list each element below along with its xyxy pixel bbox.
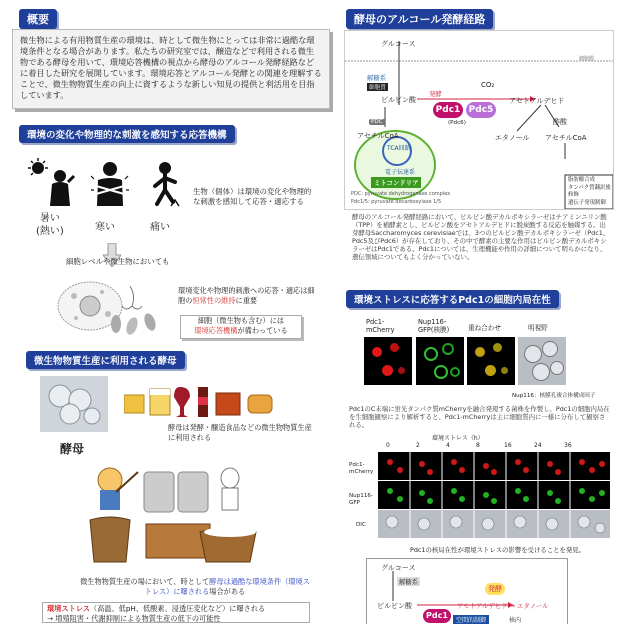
pathway-description: 酵母のアルコール発酵経路において、ピルビン酸デカルボキシラーゼはチアミンニリン酸（TPP）を補酵素とし、ピルビン酸をアセトアルデヒドに脱炭酸する反応を触媒する。出芽酵母Saccharomyces cerevisiaeでは、3つのピルビン酸デカルボキシラーゼ（Pdc1、Pdc5及びPdc6）が存在しており、その中で酵素の主要な作用はピルビン酸デカルボキシラーゼはPdc1である。Pdc1については、生理機能や作用の詳細について明らかになり、遺伝領域についてもよく分かっていない。 [352, 213, 610, 261]
pw-etc: 電子伝達系 [385, 169, 416, 176]
organism-text: 生物（個体）は環境の変化や物理的な刺激を感知して応答・適応する [193, 187, 312, 206]
pain-label: 痛い [150, 222, 170, 233]
harsh-text: 微生物物質生産の場において、時として酵母は過酷な環境条件（環境ストレス）に曝される場合がある [80, 577, 310, 596]
food-icons [124, 385, 300, 419]
bt-fermentation: 発酵 [485, 583, 505, 595]
bt-spatial: 空間的制御 [453, 615, 489, 624]
stress-section-title: 環境の変化や物理的な刺激を感知する応答機構 [19, 125, 235, 143]
pw-acetate: 酢酸 [553, 118, 567, 126]
cold-label: 寒い [95, 222, 115, 233]
pw-note2: Pdc1/5: pyruvate decarboxylase 1/5 [351, 199, 442, 205]
row-label-mcherry: Pdc1- mCherry [349, 462, 374, 475]
pain-person-icon [145, 160, 185, 210]
bt-pdc1-badge: Pdc1 [423, 609, 451, 623]
yeast-micrograph [40, 376, 108, 432]
bottom-pathway [366, 558, 568, 624]
col-label-mcherry: Pdc1- mCherry [366, 318, 395, 334]
pw-acetylcoa-right: アセチルCoA [545, 134, 587, 142]
time-labels: 0 2 4 8 16 24 36 [386, 442, 572, 449]
brewing-illustration [80, 460, 260, 570]
pw-note1: PDC: pyruvate dehydrogenase complex [351, 191, 451, 197]
mcherry-image [364, 337, 412, 385]
hot-person-icon [28, 158, 78, 208]
response-text: 環境変化や物理的刺激への応答・適応は細胞の恒常性の維持に重要 [178, 286, 315, 305]
pw-co2: CO₂ [481, 81, 495, 89]
pw-cytosol: 細胞質 [369, 85, 386, 91]
pw-mito: ミトコンドリア [371, 177, 421, 188]
pw-fermentation: 発酵 [429, 90, 442, 98]
bt-nucleus: 核内 [509, 617, 522, 624]
pw-membrane: 細胞膜 [579, 56, 595, 62]
pw-pdc1-badge: Pdc1 [433, 102, 463, 118]
pw-pyruvate: ピルビン酸 [381, 96, 416, 104]
yeast-label: 酵母 [60, 442, 85, 456]
pw-ethanol: エタノール [495, 134, 530, 142]
pw-acetaldehyde: アセトアルデヒド [509, 97, 565, 105]
pw-pdc5-badge: Pdc5 [466, 102, 496, 118]
pathway-diagram [344, 30, 614, 210]
row-label-gfp: Nup116- GFP [349, 493, 373, 506]
microbe-icon [106, 310, 166, 338]
overview-box [12, 29, 330, 109]
pw-glucose: グルコース [381, 40, 416, 48]
pw-pdh: PDC [371, 119, 383, 125]
stress-axis-label: 環境ストレス（h） [432, 435, 484, 442]
nup-caption: Nup116：核膜孔複合体構成因子 [512, 393, 596, 399]
brightfield-image [518, 337, 566, 385]
pdc1-section-title: 環境ストレスに応答するPdc1の細胞内局在性 [346, 290, 559, 308]
overview-text: 微生物による有用物質生産の環境は、時として微生物にとっては非常に過酷な環境条件となる場合があります。私たちの研究室では、醸造などで利用される微生物である酵母を用いて、環境応答機構の視点から酵母のアルコール発酵経路などに着目した研究を展開しています。環境応答とアルコール発酵との関連を理解することで、微生物物質生産の向上に資するような新しい知見の提供と利活用を目指しています。 [20, 35, 322, 100]
use-text: 酵母は発酵・醸造食品などの微生物物質生産に利用される [168, 423, 312, 442]
col-label-gfp: Nup116- GFP(核膜) [418, 318, 450, 334]
cold-person-icon [90, 160, 130, 208]
pw-acetylcoa: アセチルCoA [357, 132, 399, 140]
merge-image [467, 337, 515, 385]
pdc1-text: Pdc1のC末端に蛍光タンパク質mCherryを融合発現する菌株を作製し、Pdc1の細胞内局在を生細胞観察により解析すると、Pdc1-mCherryは主に細胞質内に一様に分布して観察される。 [349, 405, 610, 429]
gfp-image [416, 337, 464, 385]
bt-glycolysis: 解糖系 [399, 578, 419, 586]
hot-label: 暑い (熱い) [36, 213, 64, 237]
col-label-merge: 重ね合わせ [468, 324, 501, 332]
cell-level-text: 細胞レベルや微生物においても [66, 257, 170, 266]
overview-title: 概要 [19, 9, 57, 29]
bt-glucose: グルコース [381, 564, 416, 572]
bt-acetaldehyde: アセトアルデヒド → エタノール [457, 602, 549, 610]
pw-tca: TCA回路 [387, 145, 411, 152]
pw-products: 脂肪酸合成 タンパク質翻訳後修飾 遺伝子発現制御 [568, 177, 611, 206]
col-label-bf: 明視野 [528, 324, 548, 332]
finding-text: Pdc1の核局在性が環境ストレスの影響を受けることを発見。 [410, 546, 586, 554]
pathway-title: 酵母のアルコール発酵経路 [346, 9, 493, 29]
pw-pdc6: (Pdc6) [448, 120, 466, 126]
production-title: 微生物物質生産に利用される酵母 [26, 351, 185, 369]
row-label-dic: DIC [356, 522, 366, 528]
pw-glycolysis: 解糖系 [367, 74, 387, 82]
response-box: 細胞（微生物も含む）には 環境応答機構が備わっている [180, 315, 302, 339]
timecourse-grid [378, 452, 610, 538]
bt-pyruvate: ピルビン酸 [377, 602, 412, 610]
stress-box: 環境ストレス（高温、低pH、低酸素、浸透圧変化など）に曝される → 増殖阻害・代謝抑制による物質生産の低下の可能性 [42, 602, 310, 623]
